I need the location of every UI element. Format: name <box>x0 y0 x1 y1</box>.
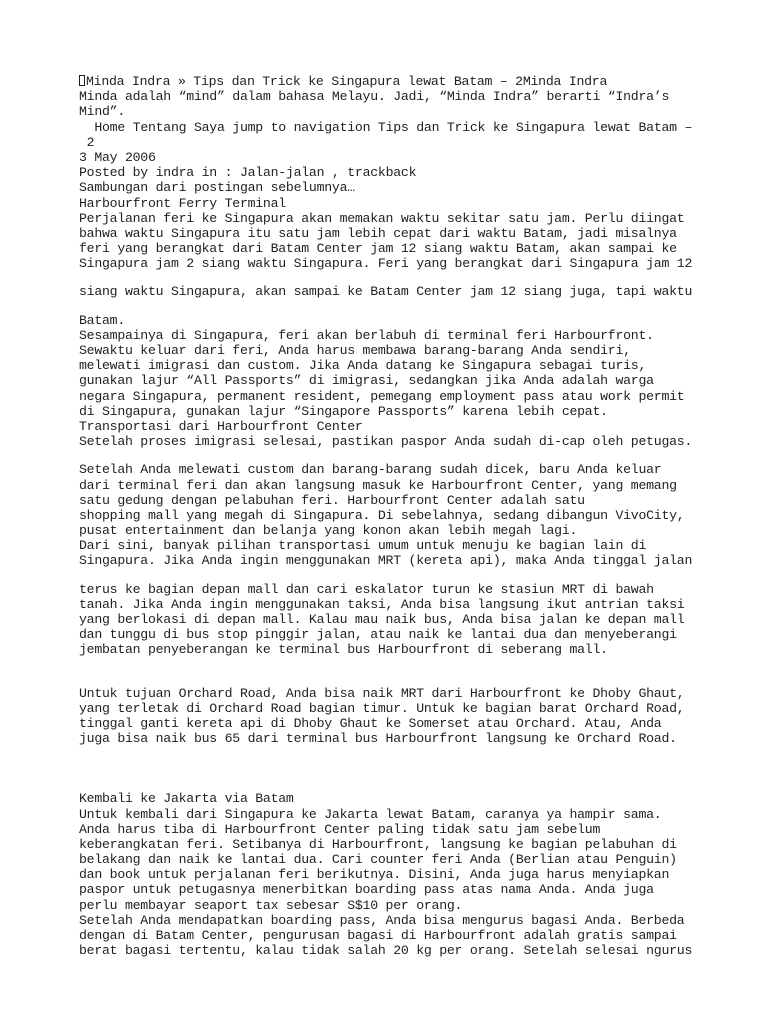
body-line: Dari sini, banyak pilihan transportasi umum untuk menuju ke bagian lain di <box>79 538 647 554</box>
page-title-line <box>79 74 759 89</box>
body-line: belakang dan naik ke lantai dua. Cari counter feri Anda (Berlian atau Penguin) <box>79 852 677 868</box>
page-title: Minda Indra » Tips dan Trick ke Singapura lewat Batam – 2Minda Indra <box>86 74 608 89</box>
body-line: Sesampainya di Singapura, feri akan berlabuh di terminal feri Harbourfront. <box>79 327 654 343</box>
trackback-link[interactable]: trackback <box>347 165 417 181</box>
body-line: negara Singapura, permanent resident, pemegang employment pass atau work permit <box>79 388 685 404</box>
body-line: yang terletak di Orchard Road bagian timur. Untuk ke bagian barat Orchard Road, <box>79 700 685 716</box>
body-line: dari terminal feri dan akan langsung masuk ke Harbourfront Center, yang memang <box>79 477 677 493</box>
post-meta <box>79 165 759 180</box>
body-line: di Singapura, gunakan lajur “Singapore Passports” karena lebih cepat. <box>79 403 608 419</box>
section-heading-transport: Transportasi dari Harbourfront Center <box>79 418 363 434</box>
nav-current-page: Tips dan Trick ke Singapura lewat Batam – <box>377 119 693 135</box>
body-line: perlu membayar seaport tax sebesar S$10 per orang. <box>79 897 463 913</box>
body-line: gunakan lajur “All Passports” di imigrasi, sedangkan jika Anda adalah warga <box>79 373 654 389</box>
nav-current-page-continued <box>79 135 759 150</box>
site-tagline: Minda adalah “mind” dalam bahasa Melayu. Jadi, “Minda Indra” berarti “Indra’s <box>79 89 670 105</box>
body-line: jembatan penyeberangan ke terminal bus Harbourfront di seberang mall. <box>79 642 608 658</box>
document-page <box>79 74 759 958</box>
intro-line: Sambungan dari postingan sebelumnya… <box>79 180 355 196</box>
nav-link-about[interactable]: Tentang Saya <box>132 119 225 135</box>
body-line: Perjalanan feri ke Singapura akan memakan waktu sekitar satu jam. Perlu diingat <box>79 210 685 226</box>
body-line: tinggal ganti kereta api di Dhoby Ghaut ke Somerset atau Orchard. Atau, Anda <box>79 715 662 731</box>
nav-link-jump-to-navigation[interactable]: jump to navigation <box>232 119 371 135</box>
post-date: 3 May 2006 <box>79 149 156 165</box>
body-line: berat bagasi tertentu, kalau tidak salah 20 kg per orang. Setelah selesai ngurus <box>79 943 693 959</box>
section-heading-return: Kembali ke Jakarta via Batam <box>79 791 294 807</box>
body-line: Anda harus tiba di Harbourfront Center paling tidak satu jam sebelum <box>79 821 601 837</box>
body-line: dengan di Batam Center, pengurusan bagasi di Harbourfront adalah gratis sampai <box>79 928 677 943</box>
body-line: Sewaktu keluar dari feri, Anda harus membawa barang-barang Anda sendiri, <box>79 343 631 358</box>
body-line: melewati imigrasi dan custom. Jika Anda datang ke Singapura sebagai turis, <box>79 358 647 374</box>
body-line: satu gedung dengan pelabuhan feri. Harbourfront Center adalah satu <box>79 492 585 508</box>
body-line: Setelah proses imigrasi selesai, pastikan paspor Anda sudah di-cap oleh petugas. <box>79 434 693 450</box>
section-heading-ferry-terminal: Harbourfront Ferry Terminal <box>79 195 286 211</box>
body-line: juga bisa naik bus 65 dari terminal bus Harbourfront langsung ke Orchard Road. <box>79 731 677 747</box>
body-line: Untuk kembali dari Singapura ke Jakarta lewat Batam, caranya ya hampir sama. <box>79 806 662 822</box>
body-line: Batam. <box>79 312 125 328</box>
body-line: keberangkatan feri. Setibanya di Harbourfront, langsung ke bagian pelabuhan di <box>79 836 677 852</box>
body-line: bahwa waktu Singapura itu satu jam lebih cepat dari waktu Batam, jadi misalnya <box>79 225 677 241</box>
body-line: Untuk tujuan Orchard Road, Anda bisa naik MRT dari Harbourfront ke Dhoby Ghaut, <box>79 685 685 701</box>
missing-glyph-icon <box>79 75 85 86</box>
body-line: Singapura. Jika Anda ingin menggunakan MRT (kereta api), maka Anda tinggal jalan <box>79 553 693 569</box>
body-line: paspor untuk petugasnya menerbitkan boarding pass atas nama Anda. Anda juga <box>79 882 654 898</box>
nav-link-home[interactable]: Home <box>94 119 125 135</box>
site-tagline-continued: Mind”. <box>79 104 125 120</box>
navigation-bar <box>79 120 759 135</box>
body-line: pusat entertainment dan belanja yang konon akan lebih megah lagi. <box>79 523 578 539</box>
nav-current-page-number: 2 <box>86 134 95 150</box>
category-link[interactable]: Jalan-jalan <box>239 165 325 181</box>
body-line: Setelah Anda mendapatkan boarding pass, Anda bisa mengurus bagasi Anda. Berbeda <box>79 912 685 928</box>
body-line: siang waktu Singapura, akan sampai ke Batam Center jam 12 siang juga, tapi waktu <box>79 284 693 300</box>
body-line: Setelah Anda melewati custom dan barang-barang sudah dicek, baru Anda keluar <box>79 462 662 478</box>
body-line: dan tunggu di bus stop pinggir jalan, atau naik ke lantai dua dan menyeberangi <box>79 627 677 643</box>
body-line: feri yang berangkat dari Batam Center jam 12 siang waktu Batam, akan sampai ke <box>79 241 677 257</box>
body-line: Singapura jam 2 siang waktu Singapura. Feri yang berangkat dari Singapura jam 12 <box>79 256 693 272</box>
body-line: shopping mall yang megah di Singapura. Di sebelahnya, sedang dibangun VivoCity, <box>79 507 685 523</box>
body-line: dan book untuk perjalanan feri berikutnya. Disini, Anda juga harus menyiapkan <box>79 867 670 883</box>
body-line: yang berlokasi di depan mall. Kalau mau naik bus, Anda bisa jalan ke depan mall <box>79 612 685 627</box>
post-meta-prefix: Posted by indra in : <box>79 165 240 181</box>
body-line: terus ke bagian depan mall dan cari eskalator turun ke stasiun MRT di bawah <box>79 581 654 597</box>
body-line: tanah. Jika Anda ingin menggunakan taksi, Anda bisa langsung ikut antrian taksi <box>79 596 685 612</box>
post-meta-separator: , <box>324 165 348 181</box>
